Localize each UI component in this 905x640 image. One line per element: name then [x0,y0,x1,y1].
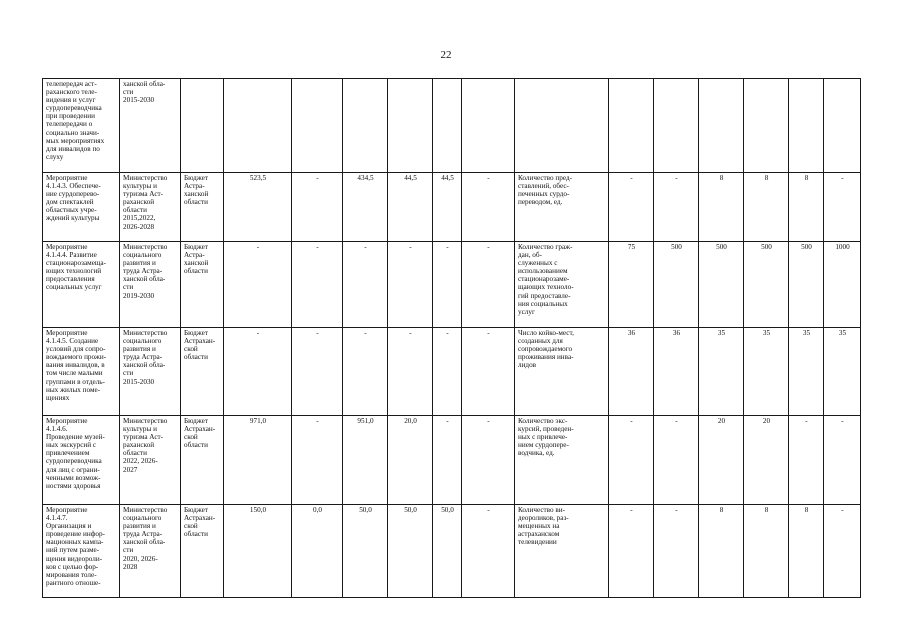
indicator-value-cell: - [789,416,824,505]
year-amount-cell: 50,0 [388,505,433,598]
executor-cell: Министерство социального развития и труда Астра- ханской обла- сти 2015-2030 [120,328,181,416]
year-amount-cell: - [388,242,433,328]
year-amount-cell: - [292,242,343,328]
measures-table [42,78,861,598]
year-amount-cell: - [292,173,343,242]
indicator-value-cell [789,79,824,173]
indicator-value-cell: 1000 [824,242,861,328]
page-number: 22 [440,49,452,61]
year-amount-cell: - [433,416,462,505]
indicator-value-cell: 8 [699,173,744,242]
total-amount-cell: - [224,328,292,416]
indicator-value-cell: 8 [789,505,824,598]
indicator-value-cell [609,79,654,173]
year-amount-cell: 50,0 [433,505,462,598]
indicator-value-cell: 8 [744,173,789,242]
executor-cell: Министерство социального развития и труда Астра- ханской обла- сти 2019-2030 [120,242,181,328]
total-amount-cell: - [224,242,292,328]
indicator-value-cell [744,79,789,173]
indicator-value-cell: 20 [744,416,789,505]
table-row [43,173,861,242]
indicator-value-cell: - [609,416,654,505]
funding-source-cell [181,79,224,173]
total-amount-cell: 150,0 [224,505,292,598]
indicator-cell: Число койко-мест, созданных для сопровождаемого проживания инва- лидов [515,328,609,416]
indicator-value-cell: - [824,173,861,242]
indicator-value-cell: 8 [744,505,789,598]
total-amount-cell [224,79,292,173]
year-amount-cell: - [462,328,515,416]
funding-source-cell: Бюджет Астра- ханской области [181,242,224,328]
indicator-value-cell: 35 [789,328,824,416]
indicator-value-cell: 35 [699,328,744,416]
year-amount-cell: - [462,242,515,328]
year-amount-cell: - [388,328,433,416]
indicator-value-cell: 75 [609,242,654,328]
year-amount-cell [462,79,515,173]
funding-source-cell: Бюджет Астрахан- ской области [181,416,224,505]
funding-source-cell: Бюджет Астра- ханской области [181,173,224,242]
indicator-value-cell: 500 [654,242,699,328]
year-amount-cell: 44,5 [433,173,462,242]
indicator-cell: Количество пред- ставлений, обес- печенных сурдо- переводом, ед. [515,173,609,242]
table-row [43,505,861,598]
year-amount-cell: - [433,242,462,328]
indicator-value-cell: - [824,416,861,505]
indicator-value-cell: - [824,505,861,598]
year-amount-cell: - [292,328,343,416]
table-row [43,242,861,328]
executor-cell: Министерство социального развития и труда Астра- ханской обла- сти 2020, 2026- 2028 [120,505,181,598]
executor-cell: ханской обла- сти 2015-2030 [120,79,181,173]
table-row [43,79,861,173]
measure-cell: Мероприятие 4.1.4.4. Развитие стационарозамеща- ющих технологий предоставления социальных услуг [43,242,120,328]
indicator-value-cell: 35 [824,328,861,416]
funding-source-cell: Бюджет Астрахан- ской области [181,328,224,416]
year-amount-cell: 50,0 [343,505,388,598]
indicator-cell: Количество ви- деороликов, раз- мещенных на астраханском телевидении [515,505,609,598]
year-amount-cell: - [343,242,388,328]
funding-source-cell: Бюджет Астрахан- ской области [181,505,224,598]
indicator-value-cell: 500 [699,242,744,328]
indicator-value-cell [654,79,699,173]
indicator-value-cell: 8 [699,505,744,598]
indicator-value-cell: 35 [744,328,789,416]
measure-cell: Мероприятие 4.1.4.5. Создание условий для сопро- вождаемого прожи- вания инвалидов, в том числе малыми группами в отдель- ных жилых поме- щениях [43,328,120,416]
indicator-value-cell: 500 [744,242,789,328]
year-amount-cell: 44,5 [388,173,433,242]
year-amount-cell: 951,0 [343,416,388,505]
year-amount-cell: - [433,328,462,416]
year-amount-cell: - [292,416,343,505]
executor-cell: Министерство культуры и туризма Аст- раханской области 2022, 2026- 2027 [120,416,181,505]
year-amount-cell [292,79,343,173]
total-amount-cell: 523,5 [224,173,292,242]
indicator-value-cell: 8 [789,173,824,242]
indicator-cell: Количество граж- дан, об- служенных с использованием стационарозаме- щающих техноло- гий предоставле- ния социальных услуг [515,242,609,328]
total-amount-cell: 971,0 [224,416,292,505]
executor-cell: Министерство культуры и туризма Аст- раханской области 2015,2022, 2026-2028 [120,173,181,242]
year-amount-cell: 434,5 [343,173,388,242]
year-amount-cell [388,79,433,173]
table-row [43,416,861,505]
year-amount-cell: - [462,173,515,242]
indicator-value-cell: - [609,173,654,242]
year-amount-cell: - [343,328,388,416]
indicator-cell [515,79,609,173]
indicator-cell: Количество экс- курсий, проведен- ных с привлече- нием сурдопере- водчика, ед. [515,416,609,505]
measure-cell: телепередач аст- раханского теле- видения и услуг сурдопереводчика при проведении телепередачи о социально значи- мых мероприятиях для инвалидов по слуху [43,79,120,173]
indicator-value-cell: 36 [609,328,654,416]
indicator-value-cell: - [654,416,699,505]
year-amount-cell [343,79,388,173]
indicator-value-cell: - [654,173,699,242]
indicator-value-cell: 500 [789,242,824,328]
indicator-value-cell: 36 [654,328,699,416]
indicator-value-cell [824,79,861,173]
measure-cell: Мероприятие 4.1.4.3. Обеспече- ние сурдоперево- дом спектаклей областных учре- ждений культуры [43,173,120,242]
indicator-value-cell: 20 [699,416,744,505]
indicator-value-cell: - [654,505,699,598]
year-amount-cell: - [462,416,515,505]
year-amount-cell [433,79,462,173]
measure-cell: Мероприятие 4.1.4.6. Проведение музей- ных экскурсий с привлечением сурдопереводчика для лиц с ограни- ченными возмож- ностями здоровья [43,416,120,505]
year-amount-cell: 20,0 [388,416,433,505]
year-amount-cell: - [462,505,515,598]
measure-cell: Мероприятие 4.1.4.7. Организация и проведение инфор- мационных кампа- ний путем разме- щения видеороли- ков с целью фор- мирования толе- рантного отноше- [43,505,120,598]
indicator-value-cell: - [609,505,654,598]
table-row [43,328,861,416]
indicator-value-cell [699,79,744,173]
year-amount-cell: 0,0 [292,505,343,598]
